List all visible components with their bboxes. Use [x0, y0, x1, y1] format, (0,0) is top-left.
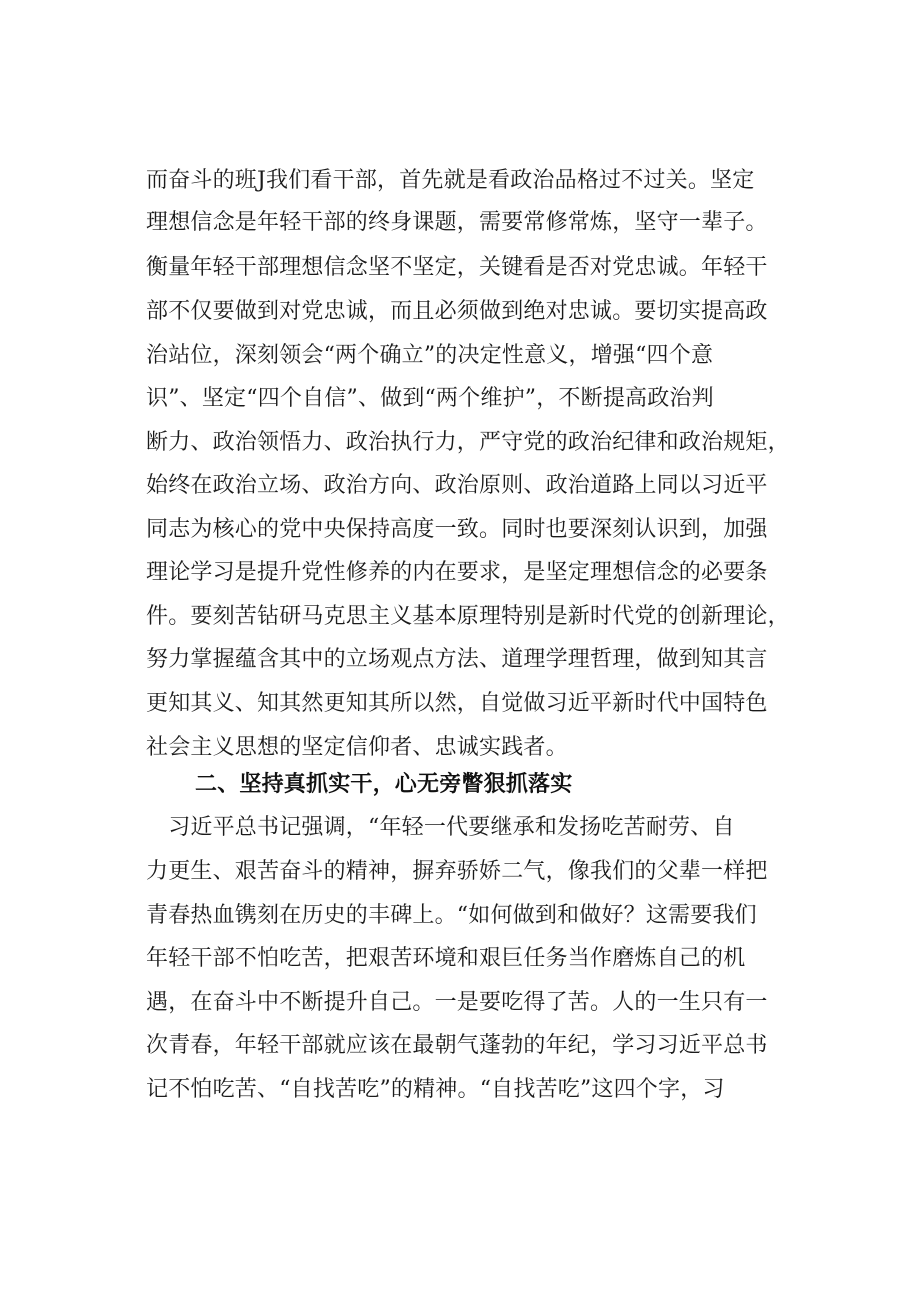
paragraph-line: 青春热血镌刻在历史的丰碑上。“如何做到和做好？这需要我们 — [146, 903, 757, 928]
paragraph-line: 理论学习是提升党性修养的内在要求，是坚定理想信念的必要条 — [146, 560, 768, 585]
paragraph-line: 衡量年轻干部理想信念坚不坚定，关键看是否对党忠诚。年轻干 — [146, 255, 768, 280]
paragraph-line: 努力掌握蕴含其中的立场观点方法、道理学理哲理，做到知其言 — [146, 647, 768, 672]
paragraph-line: 遇，在奋斗中不断提升自己。一是要吃得了苦。人的一生只有一 — [146, 990, 768, 1015]
paragraph-line: 同志为核心的党中央保持高度一致。同时也要深刻认识到，加强 — [146, 517, 768, 542]
paragraph-line: 记不怕吃苦、“自找苦吃”的精神。“自找苦吃”这四个字，习 — [146, 1077, 725, 1102]
paragraph-line: 治站位，深刻领会“两个确立”的决定性意义，增强“四个意 — [146, 343, 714, 368]
paragraph-line: 部不仅要做到对党忠诚，而且必须做到绝对忠诚。要切实提高政 — [146, 299, 768, 324]
paragraph-line: 始终在政治立场、政治方向、政治原则、政治道路上同以习近平 — [146, 473, 768, 498]
paragraph-line: 习近平总书记强调，“年轻一代要继承和发扬吃苦耐劳、自 — [146, 815, 735, 840]
paragraph-line: 理想信念是年轻干部的终身课题，需要常修常炼，坚守一辈子。 — [146, 210, 768, 235]
paragraph-line: 识”、坚定“四个自信”、做到“两个维护”，不断提高政治判 — [146, 386, 714, 411]
paragraph-line: 力更生、艰苦奋斗的精神，摒弃骄娇二气，像我们的父辈一样把 — [146, 859, 768, 884]
paragraph-line: 而奋斗的班J我们看干部，首先就是看政治品格过不过关。坚定 — [146, 168, 755, 193]
paragraph-line: 件。要刻苦钻研马克思主义基本原理特别是新时代党的创新理论， — [146, 604, 790, 629]
paragraph-line: 社会主义思想的坚定信仰者、忠诚实践者。 — [146, 735, 568, 760]
paragraph-line: 更知其义、知其然更知其所以然，自觉做习近平新时代中国特色 — [146, 691, 768, 716]
paragraph-line: 年轻干部不怕吃苦，把艰苦环境和艰巨任务当作磨炼自己的机 — [146, 946, 746, 971]
section-heading: 二、坚持真抓实干，心无旁瞥狠抓落实 — [195, 772, 573, 797]
paragraph-line: 次青春，年轻干部就应该在最朝气蓬勃的年纪，学习习近平总书 — [146, 1033, 768, 1058]
paragraph-line: 断力、政治领悟力、政治执行力，严守党的政治纪律和政治规矩， — [146, 430, 790, 455]
